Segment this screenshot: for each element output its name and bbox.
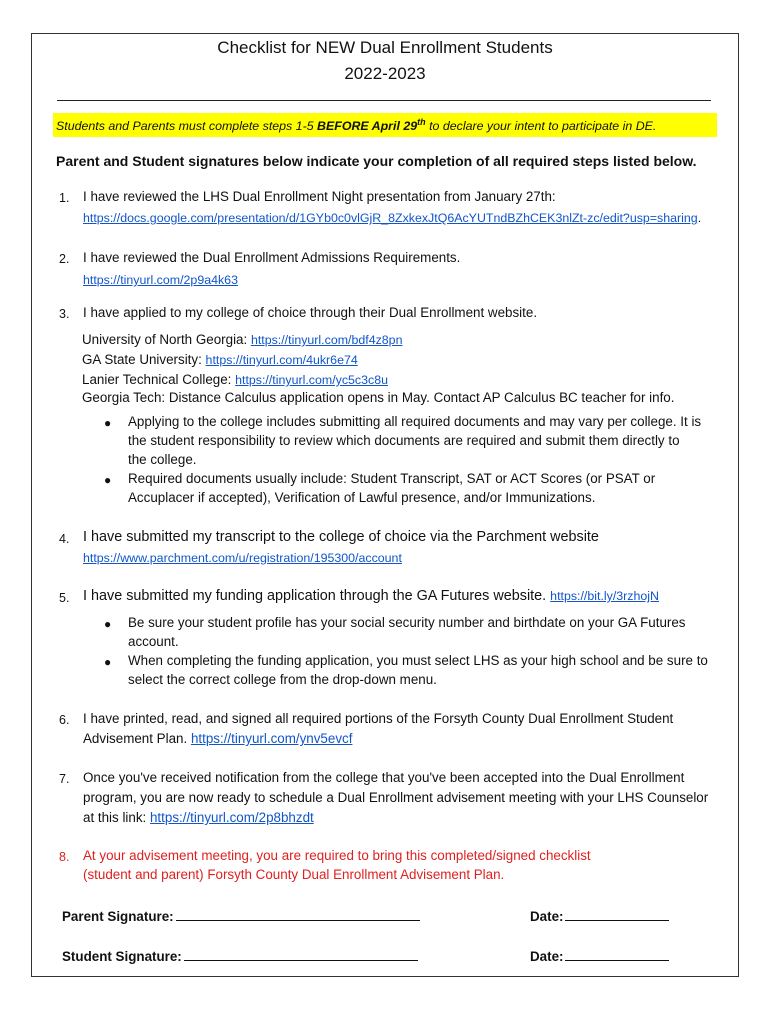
page-title: Checklist for NEW Dual Enrollment Students <box>217 38 553 57</box>
item-1-text: I have reviewed the LHS Dual Enrollment Night presentation from January 27th: <box>83 189 556 204</box>
lanier-link[interactable]: https://tinyurl.com/yc5c3c8u <box>235 373 388 387</box>
item-7-text: program, you are now ready to schedule a Dual Enrollment advisement meeting with your LHS Counselor <box>83 790 709 805</box>
parent-date-row: Date: <box>530 906 669 924</box>
admissions-requirements-link[interactable]: https://tinyurl.com/2p9a4k63 <box>83 273 238 287</box>
bullet-icon: ● <box>104 473 112 487</box>
student-date-row: Date: <box>530 946 669 964</box>
item-number: 4. <box>59 532 70 546</box>
student-date-field[interactable] <box>565 946 669 961</box>
student-signature-row: Student Signature: <box>62 946 418 964</box>
item-number: 1. <box>59 191 70 205</box>
ga-futures-link[interactable]: https://bit.ly/3rzhojN <box>550 589 659 603</box>
item-2-text: I have reviewed the Dual Enrollment Admissions Requirements. <box>83 250 461 265</box>
item-7-text: Once you've received notification from the college that you've been accepted into the Dual Enrollment <box>83 770 685 785</box>
item-4-link-line <box>83 549 402 567</box>
advisement-plan-link[interactable]: https://tinyurl.com/ynv5evcf <box>190 731 353 746</box>
item-number: 8. <box>59 850 70 864</box>
deadline-date: BEFORE April 29 <box>317 119 418 134</box>
college-lanier: Lanier Technical College: https://tinyurl.com/yc5c3c8u <box>82 372 388 387</box>
item-6-text: I have printed, read, and signed all required portions of the Forsyth County Dual Enrollment Student <box>83 711 674 726</box>
college-ung: University of North Georgia: https://tinyurl.com/bdf4z8pn <box>82 332 403 347</box>
school-year: 2022-2023 <box>344 64 426 83</box>
bullet-text: Accuplacer if accepted), Verification of Lawful presence, and/or Immunizations. <box>128 490 596 505</box>
title-divider <box>57 100 711 101</box>
bullet-text: account. <box>128 634 179 649</box>
counselor-meeting-link[interactable]: https://tinyurl.com/2p8bhzdt <box>149 810 314 825</box>
item-number: 5. <box>59 591 70 605</box>
parent-date-field[interactable] <box>565 906 669 921</box>
bullet-text: the college. <box>128 452 197 467</box>
bullet-text: the student responsibility to review which documents are required and submit them directly to <box>128 433 680 448</box>
presentation-link[interactable]: https://docs.google.com/presentation/d/1GYb0c0vlGjR_8ZxkexJtQ6AcYUTndBZhCEK3nlZt-zc/edit?usp=sharing <box>83 211 698 225</box>
bullet-icon: ● <box>104 655 112 669</box>
gsu-link[interactable]: https://tinyurl.com/4ukr6e74 <box>205 353 358 367</box>
item-3-text: I have applied to my college of choice through their Dual Enrollment website. <box>83 305 538 320</box>
item-2-link-line <box>83 271 238 289</box>
signature-instructions: Parent and Student signatures below indicate your completion of all required steps listed below. <box>56 153 697 169</box>
bullet-icon: ● <box>104 416 112 430</box>
page-border <box>31 33 739 977</box>
item-6-text: Advisement Plan. https://tinyurl.com/ynv5evcf <box>83 731 353 746</box>
item-7-text: at this link: https://tinyurl.com/2p8bhzdt <box>83 810 314 825</box>
item-number: 3. <box>59 307 70 321</box>
item-number: 6. <box>59 713 70 727</box>
bullet-text: Be sure your student profile has your social security number and birthdate on your GA Futures <box>128 615 686 630</box>
college-georgia-tech: Georgia Tech: Distance Calculus application opens in May. Contact AP Calculus BC teacher for info. <box>82 390 675 405</box>
bullet-text: Applying to the college includes submitting all required documents and may vary per college. It is <box>128 414 702 429</box>
bullet-text: select the correct college from the drop-down menu. <box>128 672 437 687</box>
item-4-text: I have submitted my transcript to the college of choice via the Parchment website <box>83 529 599 545</box>
college-gsu: GA State University: https://tinyurl.com/4ukr6e74 <box>82 352 358 367</box>
item-number: 2. <box>59 252 70 266</box>
ung-link[interactable]: https://tinyurl.com/bdf4z8pn <box>250 333 403 347</box>
bullet-text: Required documents usually include: Student Transcript, SAT or ACT Scores (or PSAT or <box>128 471 656 486</box>
deadline-notice: Students and Parents must complete steps 1-5 BEFORE April 29th to declare your intent to participate in DE. <box>56 117 657 134</box>
item-5-text: I have submitted my funding application through the GA Futures website. https://bit.ly/3rzhojN <box>83 588 659 604</box>
student-signature-field[interactable] <box>184 946 418 961</box>
item-number: 7. <box>59 772 70 786</box>
bullet-icon: ● <box>104 617 112 631</box>
item-1-link-line: https://docs.google.com/presentation/d/1GYb0c0vlGjR_8ZxkexJtQ6AcYUTndBZhCEK3nlZt-zc/edit?usp=sharing. <box>83 211 702 225</box>
parent-signature-field[interactable] <box>176 906 420 921</box>
parent-signature-row: Parent Signature: <box>62 906 420 924</box>
parchment-link[interactable]: https://www.parchment.com/u/registration/195300/account <box>83 551 402 565</box>
bullet-text: When completing the funding application, you must select LHS as your high school and be sure to <box>128 653 708 668</box>
item-8-text: At your advisement meeting, you are required to bring this completed/signed checklist <box>83 848 591 863</box>
item-8-text: (student and parent) Forsyth County Dual Enrollment Advisement Plan. <box>83 867 505 882</box>
